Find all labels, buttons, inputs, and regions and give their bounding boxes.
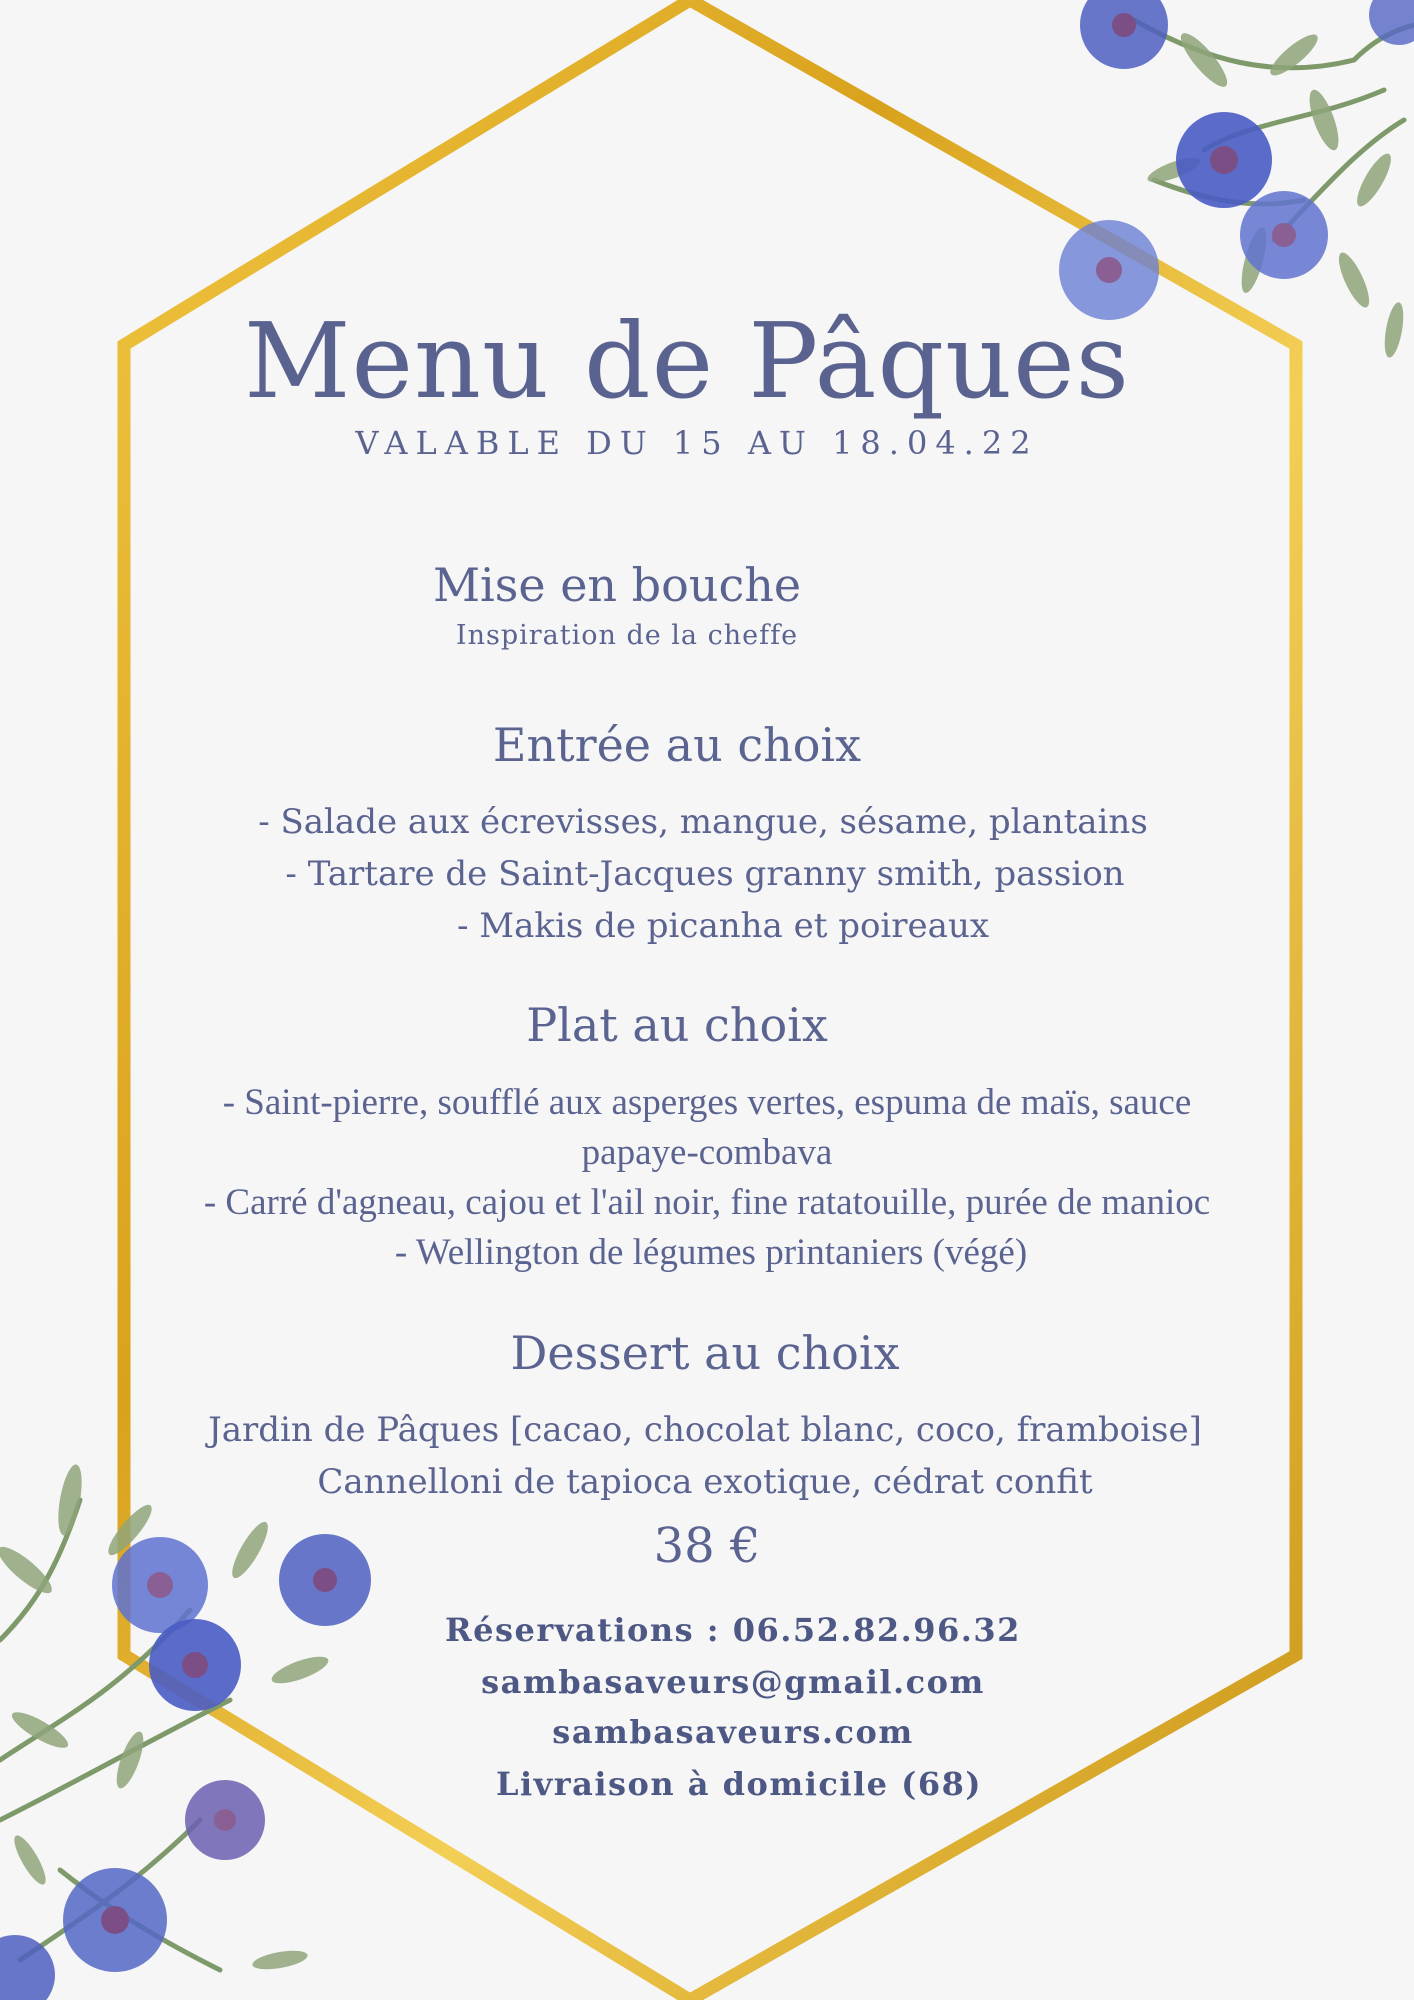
starter-item: - Salade aux écrevisses, mangue, sésame, plantains: [258, 802, 1148, 842]
starter-title: Entrée au choix: [492, 718, 862, 772]
starter-item: - Makis de picanha et poireaux: [456, 906, 990, 946]
main-course-item: - Carré d'agneau, cajou et l'ail noir, fine ratatouille, purée de manioc: [203, 1182, 1211, 1223]
main-course-item: - Wellington de légumes printaniers (végé): [394, 1232, 1028, 1273]
dessert-item: Jardin de Pâques [cacao, chocolat blanc, coco, framboise]: [208, 1410, 1202, 1450]
website-address: sambasaveurs.com: [552, 1713, 914, 1751]
dessert-item: Cannelloni de tapioca exotique, cédrat confit: [317, 1462, 1093, 1502]
reservation-phone: Réservations : 06.52.82.96.32: [445, 1611, 1021, 1649]
dessert-title: Dessert au choix: [510, 1326, 900, 1380]
menu-price: 38 €: [653, 1518, 761, 1574]
menu-title: Menu de Pâques: [243, 300, 1130, 422]
main-course-item: papaye-combava: [581, 1132, 833, 1173]
main-course-item: - Saint-pierre, soufflé aux asperges vertes, espuma de maïs, sauce: [222, 1082, 1192, 1123]
validity-dates: VALABLE DU 15 AU 18.04.22: [355, 424, 1039, 462]
starter-item: - Tartare de Saint-Jacques granny smith, passion: [285, 854, 1125, 894]
delivery-note: Livraison à domicile (68): [496, 1765, 982, 1803]
contact-email: sambasaveurs@gmail.com: [481, 1663, 985, 1701]
amuse-bouche-title: Mise en bouche: [432, 558, 802, 612]
amuse-bouche-note: Inspiration de la cheffe: [455, 620, 799, 651]
main-course-title: Plat au choix: [526, 998, 828, 1052]
